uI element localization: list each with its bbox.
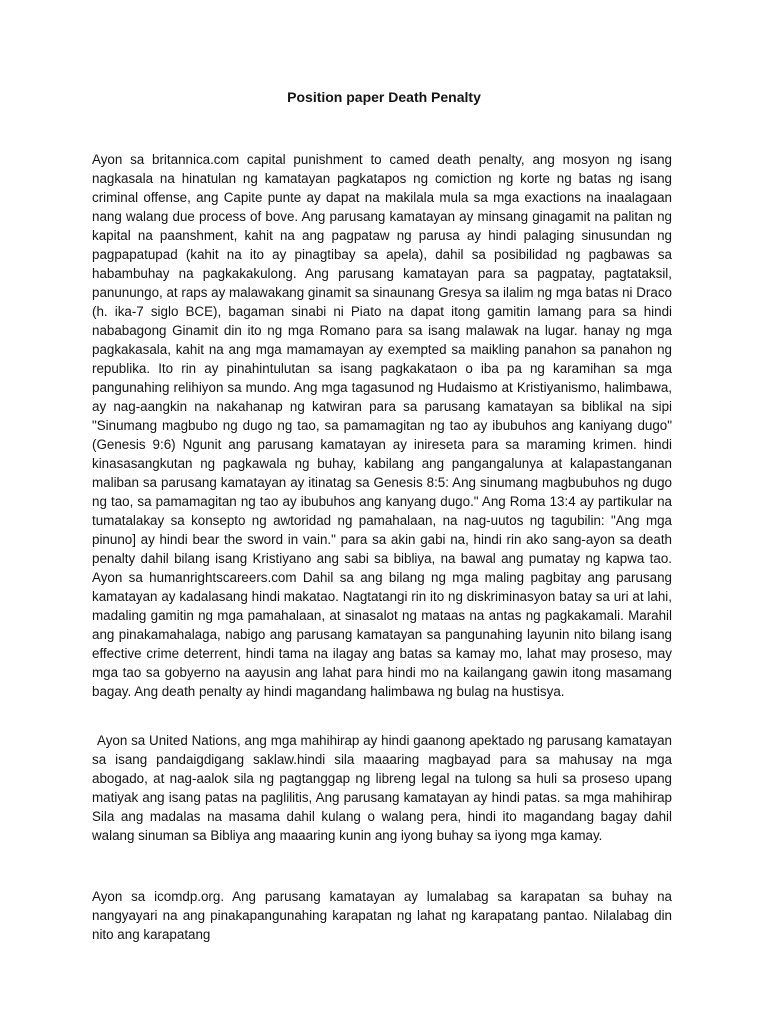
- paragraph-united-nations: Ayon sa United Nations, ang mga mahihirap ay hindi gaanong apektado ng parusang kamatayan sa isang pandaigdigang saklaw.hindi sila maaaring magbayad para sa mahusay na mga abogado, at nag-aalok sila ng pagtanggap ng libreng legal na tulong sa huli sa proseso upang matiyak ang isang patas na paglilitis, Ang parusang kamatayan ay hindi patas. sa mga mahihirap Sila ang madalas na masama dahil kulang o walang pera, hindi ito magandang bagay dahil walang sinuman sa Bibliya ang maaaring kunin ang iyong buhay sa iyong mga kamay.: [92, 733, 672, 843]
- paragraph-icomdp: Ayon sa icomdp.org. Ang parusang kamatayan ay lumalabag sa karapatan sa buhay na nangyayari na ang pinakapangunahing karapatan ng lahat ng karapatang pantao. Nilalabag din nito ang karapatang: [92, 889, 672, 942]
- paragraph-britannica: Ayon sa britannica.com capital punishment to camed death penalty, ang mosyon ng isang nagkasala na hinatulan ng kamatayan pagkatapos ng comiction ng korte ng batas ng isang criminal offense, ang Capite punte ay dapat na makilala mula sa mga exactions na inaalagaan nang walang due process of bove. Ang parusang kamatayan ay minsang ginagamit na palitan ng kapital na paanshment, kahit na ang pagpataw ng parusa ay hindi palaging sinusundan ng pagpapatupad (kahit na ito ay pinagtibay sa apela), dahil sa posibilidad ng pagbawas sa habambuhay na pagkakakulong. Ang parusang kamatayan para sa pagpatay, pagtataksil, panunungo, at raps ay malawakang ginamit sa sinaunang Gresya sa ilalim ng mga batas ni Draco (h. ika-7 siglo BCE), bagaman sinabi ni Piato na dapat itong gamitin lamang para sa hindi nababagong Ginamit din ito ng mga Romano para sa isang malawak na lugar. hanay ng mga pagkakasala, kahit na ang mga mamamayan ay exempted sa maikling panahon sa panahon ng republika. Ito rin ay pinahintulutan sa isang pagkakataon o iba pa ng karamihan sa mga pangunahing relihiyon sa mundo. Ang mga tagasunod ng Hudaismo at Kristiyanismo, halimbawa, ay nag-aangkin na nakahanap ng katwiran para sa parusang kamatayan sa biblikal na sipi "Sinumang magbubo ng dugo ng tao, sa pamamagitan ng tao ay ibubuhos ang kaniyang dugo" (Genesis 9:6) Ngunit ang parusang kamatayan ay inireseta para sa maraming krimen. hindi kinasasangkutan ng pagkawala ng buhay, kabilang ang pangangalunya at kalapastanganan maliban sa parusang kamatayan ay itinatag sa Genesis 8:5: Ang sinumang magbubuhos ng dugo ng tao, sa pamamagitan ng tao ay ibubuhos ang kanyang dugo." Ang Roma 13:4 ay partikular na tumatalakay sa konsepto ng awtoridad ng pamahalaan, na nag-uutos ng tagubilin: "Ang mga pinuno] ay hindi bear the sword in vain." para sa akin gabi na, hindi rin ako sang-ayon sa death penalty dahil bilang isang Kristiyano ang sabi sa bibliya, na bawal ang pumatay ng kapwa tao. Ayon sa humanrightscareers.com Dahil sa ang bilang ng mga maling pagbitay ang parusang kamatayan ay kadalasang hindi makatao. Nagtatangi rin ito ng diskriminasyon batay sa uri at lahi, madaling gamitin ng mga pamahalaan, at sinasalot ng mataas na antas ng pagkakamali. Marahil ang pinakamahalaga, nabigo ang parusang kamatayan sa pangunahing layunin nito bilang isang effective crime deterrent, hindi tama na ilagay ang batas sa kamay mo, lahat may proseso, may mga tao sa gobyerno na aayusin ang lahat para hindi mo na kailangang gawin itong masamang bagay. Ang death penalty ay hindi magandang halimbawa ng bulag na hustisya.: [92, 152, 672, 699]
- page-title: Position paper Death Penalty: [287, 89, 481, 105]
